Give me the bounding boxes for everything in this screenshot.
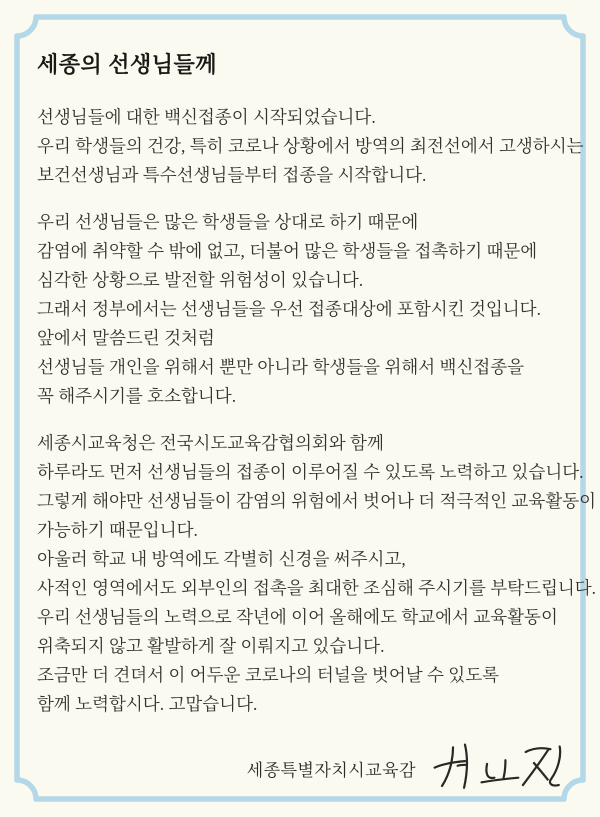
text-line: 아울러 학교 내 방역에도 각별히 신경을 써주시고, [37,549,406,569]
text-line: 세종시교육청은 전국시도교육감협의회와 함께 [37,433,384,453]
text-line: 감염에 취약할 수 밖에 없고, 더불어 많은 학생들을 접촉하기 때문에 [37,241,538,261]
text-line: 우리 선생님들은 많은 학생들을 상대로 하기 때문에 [37,212,419,232]
text-line: 보건선생님과 특수선생님들부터 접종을 시작합니다. [37,165,427,185]
text-line: 그래서 정부에서는 선생님들을 우선 접종대상에 포함시킨 것입니다. [37,299,541,319]
text-line: 앞에서 말씀드린 것처럼 [37,328,215,348]
text-line: 선생님들 개인을 위해서 뿐만 아니라 학생들을 위해서 백신접종을 [37,357,525,377]
text-line: 선생님들에 대한 백신접종이 시작되었습니다. [37,107,376,127]
text-line: 심각한 상황으로 발전할 위험성이 있습니다. [37,270,364,290]
text-line: 위축되지 않고 활발하게 잘 이뤄지고 있습니다. [37,636,385,656]
letter-title: 세종의 선생님들께 [37,52,218,77]
signature-role-label: 세종특별자치시교육감 [246,760,416,780]
text-line: 함께 노력합시다. 고맙습니다. [37,694,258,714]
text-line: 하루라도 먼저 선생님들의 접종이 이루어질 수 있도록 노력하고 있습니다. [37,462,584,482]
superintendent-signature-handwriting [430,740,568,797]
paragraph [37,429,597,719]
text-line: 우리 선생님들의 노력으로 작년에 이어 올해에도 학교에서 교육활동이 [37,607,558,627]
paragraph [37,208,570,411]
text-line: 그렇게 해야만 선생님들이 감염의 위험에서 벗어나 더 적극적인 교육활동이 [37,491,597,511]
text-line: 가능하기 때문입니다. [37,520,198,540]
paragraph [37,103,584,190]
signature-block [247,738,568,798]
text-line: 사적인 영역에서도 외부인의 접촉을 최대한 조심해 주시기를 부탁드립니다. [37,578,597,598]
letter-body [37,103,597,719]
letter-content [37,48,597,719]
text-line: 꼭 해주시기를 호소합니다. [37,386,237,406]
text-line: 우리 학생들의 건강, 특히 코로나 상황에서 방역의 최전선에서 고생하시는 [37,136,584,156]
text-line: 조금만 더 견뎌서 이 어두운 코로나의 터널을 벗어날 수 있도록 [37,665,499,685]
